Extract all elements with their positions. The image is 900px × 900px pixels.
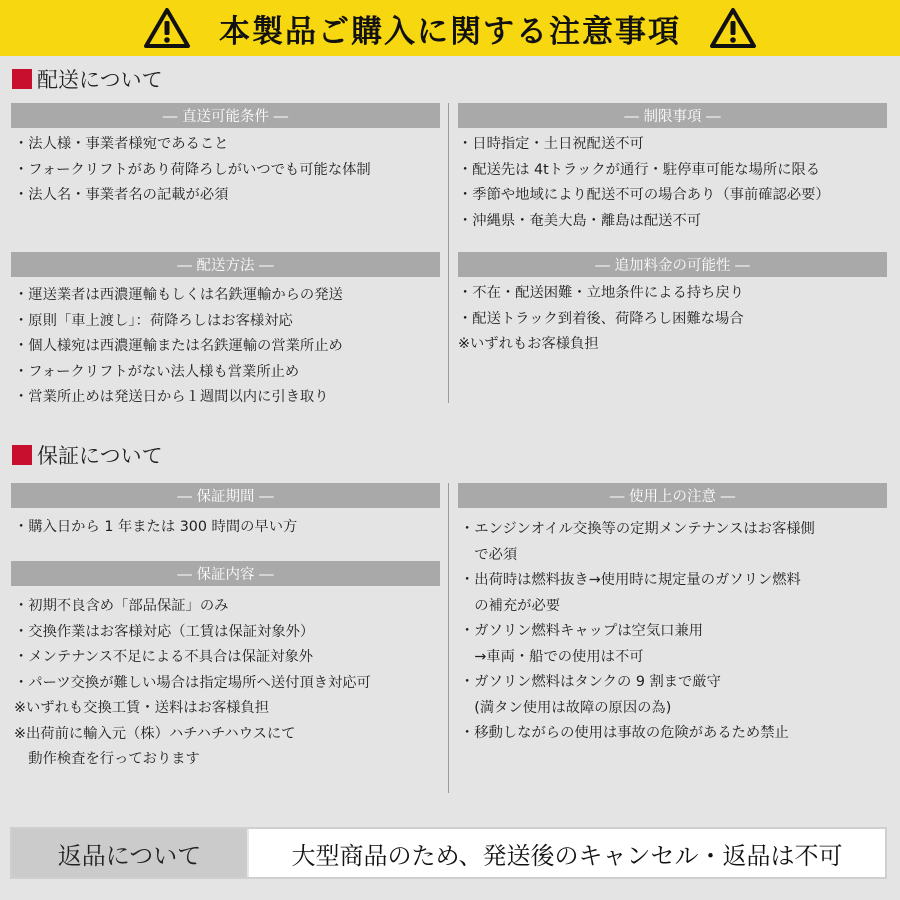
content-heading: ― 保証内容 ― xyxy=(11,561,440,586)
list-item: ・運送業者は西濃運輸もしくは名鉄運輸からの発送 xyxy=(14,287,343,303)
list-item: ・メンテナンス不足による不具合は保証対象外 xyxy=(14,649,314,665)
returns-box xyxy=(10,827,887,879)
list-item: ※いずれもお客様負担 xyxy=(458,336,599,352)
content-list xyxy=(14,594,371,773)
section-marker xyxy=(12,69,32,89)
list-item: ・パーツ交換が難しい場合は指定場所へ送付頂き対応可 xyxy=(14,674,371,691)
list-item: ・フォークリフトがない法人様も営業所止め xyxy=(14,363,300,380)
list-item: ・ガソリン燃料はタンクの 9 割まで厳守 xyxy=(460,674,721,690)
period-list xyxy=(14,515,297,541)
period-heading: ― 保証期間 ― xyxy=(11,483,440,508)
restrictions-list xyxy=(458,132,830,234)
list-item: ・ガソリン燃料キャップは空気口兼用 xyxy=(460,623,704,639)
warranty-section-title xyxy=(12,440,163,470)
extra-fee-heading: ― 追加料金の可能性 ― xyxy=(458,252,887,277)
conditions-list xyxy=(14,132,371,209)
list-item: ・初期不良含め「部品保証」のみ xyxy=(14,598,229,614)
list-item: →車両・船での使用は不可 xyxy=(460,648,644,665)
column-divider xyxy=(448,103,449,403)
extra-fee-list xyxy=(458,281,744,358)
list-item: ・法人様・事業者様宛であること xyxy=(14,136,229,152)
delivery-section-title xyxy=(12,64,163,94)
list-item: ※いずれも交換工賃・送料はお客様負担 xyxy=(14,700,270,716)
list-item: ・配送トラック到着後、荷降ろし困難な場合 xyxy=(458,310,744,327)
list-item: ・配送先は 4tトラックが通行・駐停車可能な場所に限る xyxy=(458,161,821,178)
page-title: 本製品ご購入に関する注意事項 xyxy=(219,13,681,50)
returns-text: 大型商品のため、発送後のキャンセル・返品は不可 xyxy=(249,829,885,877)
list-item: ・不在・配送困難・立地条件による持ち戻り xyxy=(458,285,744,301)
list-item: ・移動しながらの使用は事故の危険があるため禁止 xyxy=(460,725,789,741)
list-item: ・フォークリフトがあり荷降ろしがいつでも可能な体制 xyxy=(14,161,371,178)
list-item: (満タン使用は故障の原因の為) xyxy=(460,699,672,716)
returns-label: 返品について xyxy=(12,829,247,877)
method-list xyxy=(14,283,343,411)
warranty-title-text: 保証について xyxy=(37,444,163,468)
conditions-heading: ― 直送可能条件 ― xyxy=(11,103,440,128)
method-heading: ― 配送方法 ― xyxy=(11,252,440,277)
warning-icon xyxy=(143,7,191,49)
list-item: ・購入日から 1 年または 300 時間の早い方 xyxy=(14,519,298,535)
list-item: ・個人様宛は西濃運輸または名鉄運輸の営業所止め xyxy=(14,338,343,354)
list-item: の補充が必要 xyxy=(460,597,561,614)
list-item: ・交換作業はお客様対応（工賃は保証対象外） xyxy=(14,623,315,640)
restrictions-heading: ― 制限事項 ― xyxy=(458,103,887,128)
section-marker xyxy=(12,445,32,465)
list-item: ・沖縄県・奄美大島・離島は配送不可 xyxy=(458,212,702,229)
list-item: ・営業所止めは発送日から１週間以内に引き取り xyxy=(14,389,329,405)
list-item: 動作検査を行っております xyxy=(14,751,200,767)
warning-icon xyxy=(709,7,757,49)
header-banner xyxy=(0,0,900,56)
list-item: ・日時指定・土日祝配送不可 xyxy=(458,136,644,152)
column-divider xyxy=(448,483,449,793)
list-item: ※出荷前に輸入元（株）ハチハチハウスにて xyxy=(14,725,296,742)
usage-heading: ― 使用上の注意 ― xyxy=(458,483,887,508)
list-item: ・出荷時は燃料抜き→使用時に規定量のガソリン燃料 xyxy=(460,572,801,588)
list-item: ・エンジンオイル交換等の定期メンテナンスはお客様側 xyxy=(460,521,815,537)
delivery-title-text: 配送について xyxy=(37,68,163,92)
list-item: ・原則「車上渡し」：荷降ろしはお客様対応 xyxy=(14,312,293,329)
list-item: で必須 xyxy=(460,546,518,563)
list-item: ・法人名・事業者名の記載が必須 xyxy=(14,187,229,203)
usage-list xyxy=(460,517,815,747)
list-item: ・季節や地域により配送不可の場合あり（事前確認必要） xyxy=(458,187,830,203)
